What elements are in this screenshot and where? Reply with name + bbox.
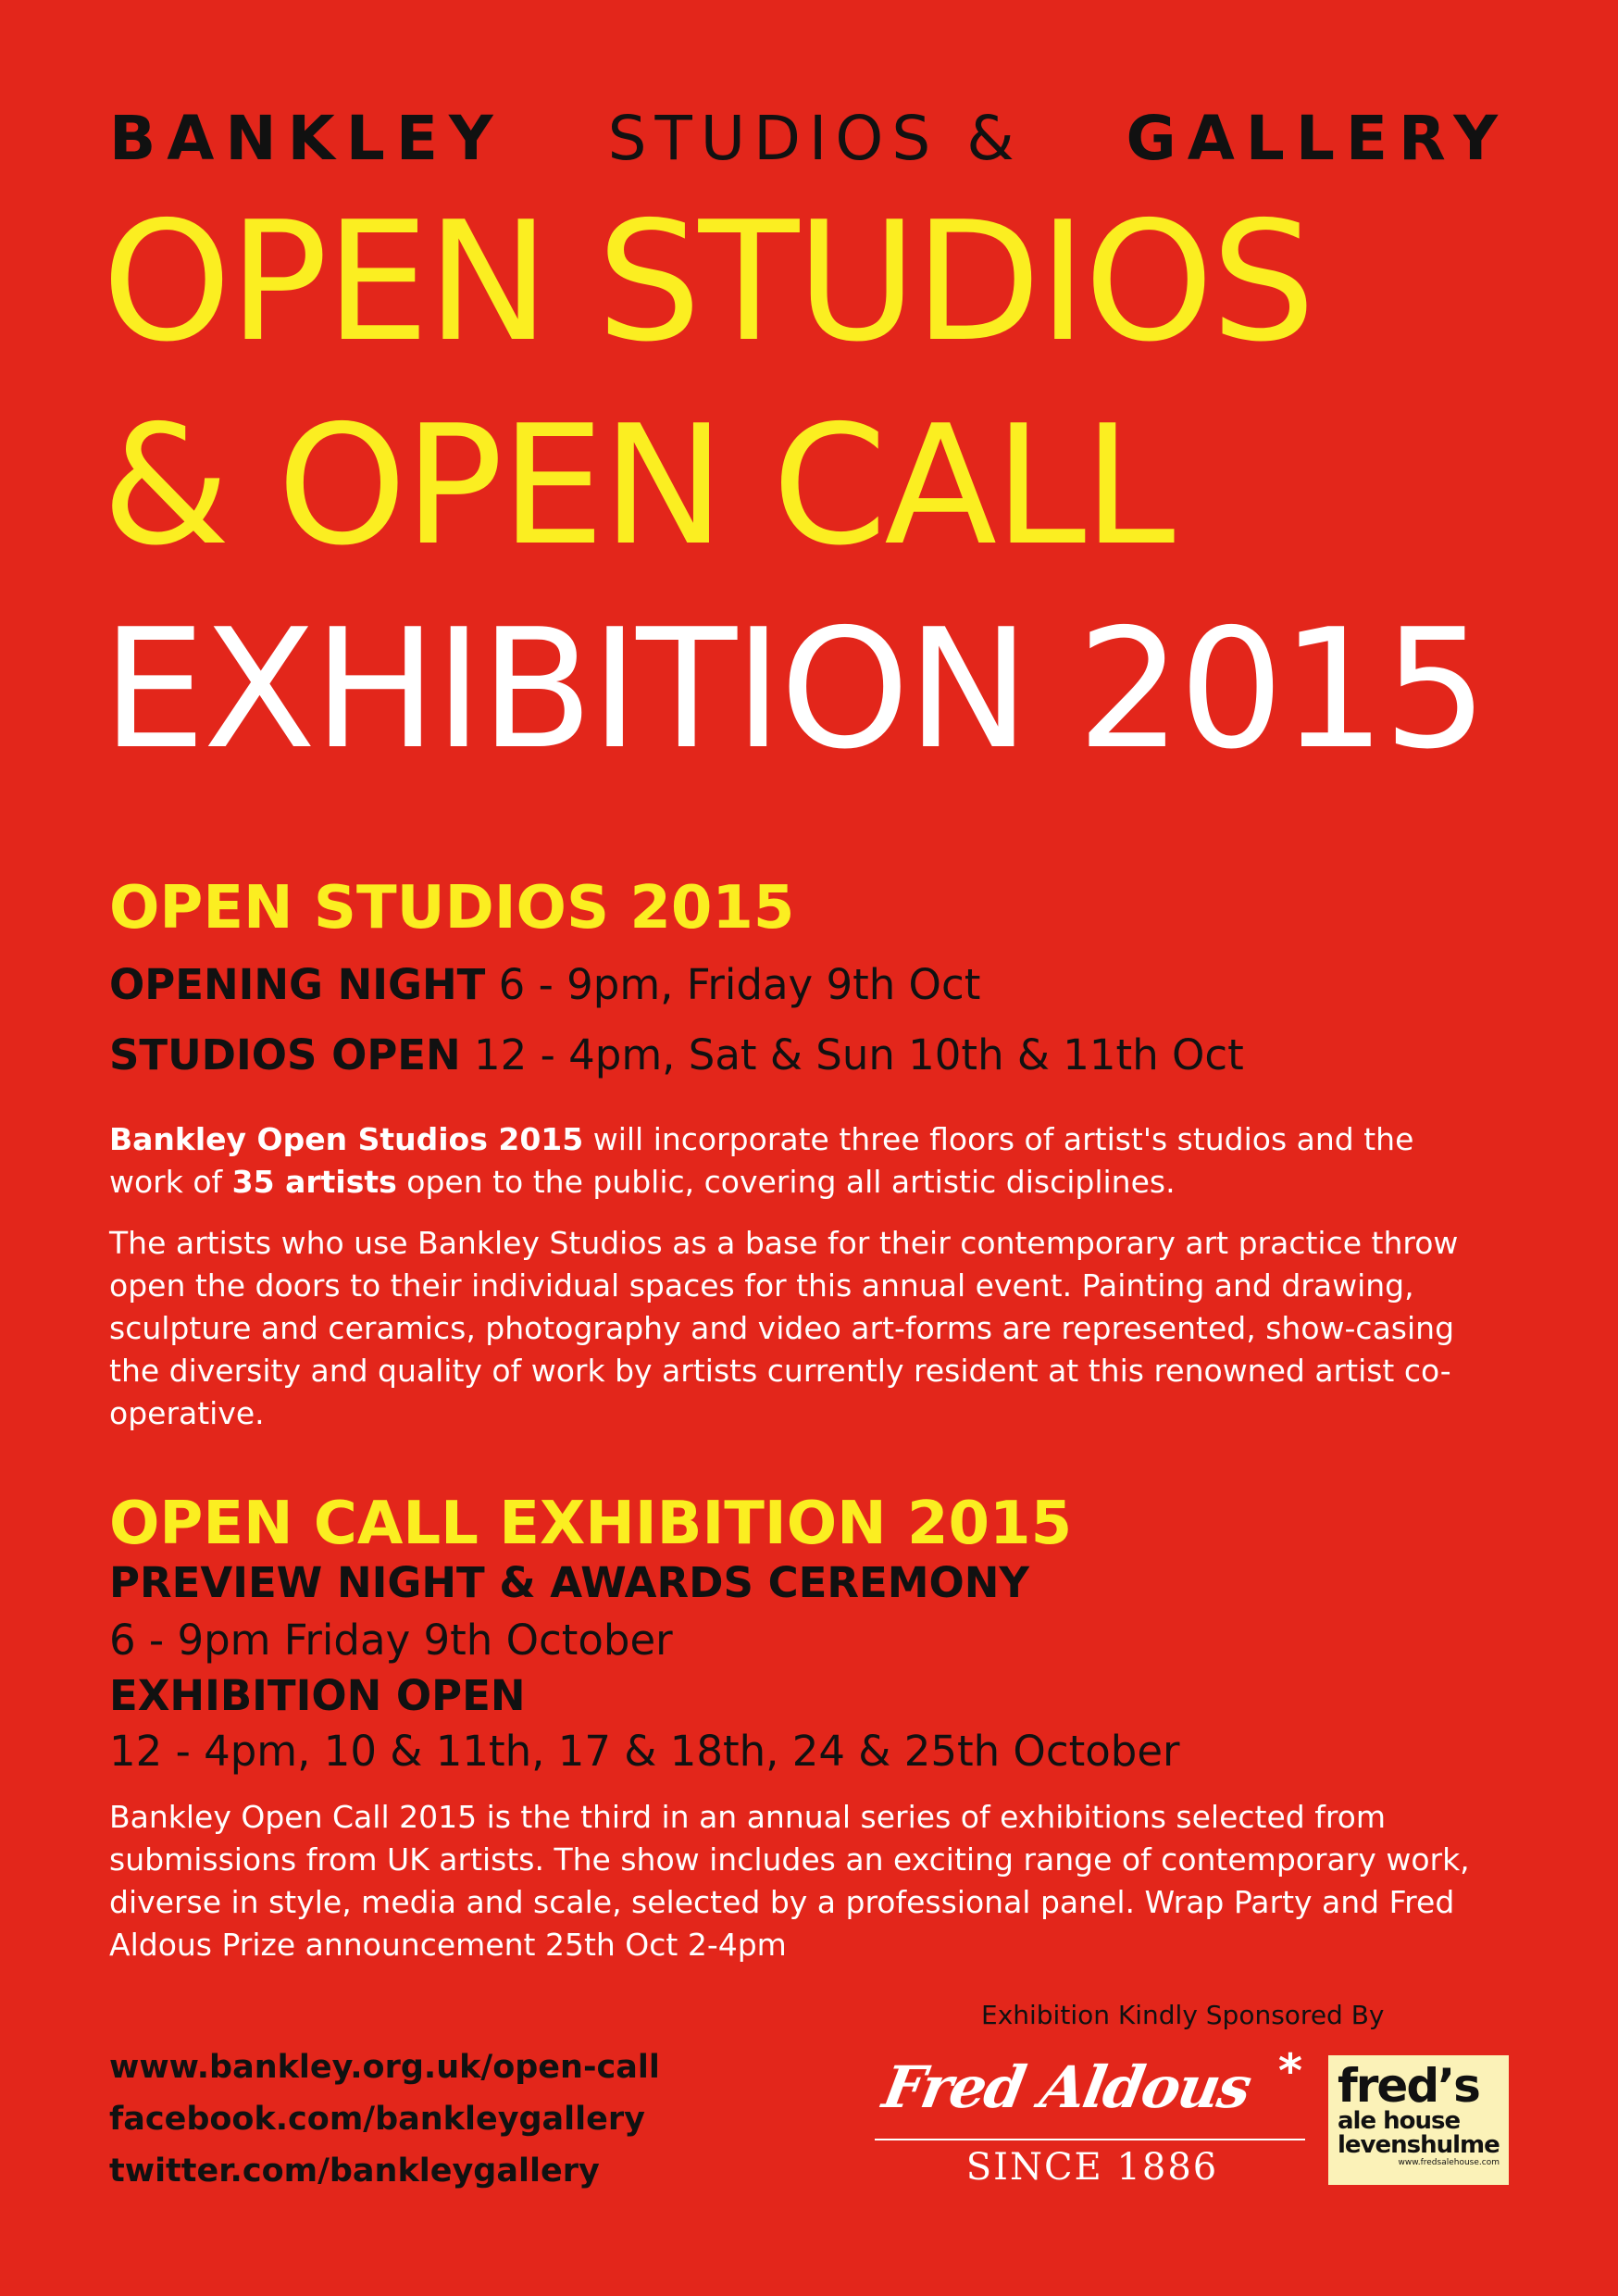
open-call-title: OPEN CALL EXHIBITION 2015: [109, 1490, 1073, 1558]
hero-line-3: EXHIBITION 2015: [102, 593, 1486, 785]
exhibition-open-time: 12 - 4pm, 10 & 11th, 17 & 18th, 24 & 25th October: [109, 1727, 1180, 1776]
intro-bold-2: 35 artists: [231, 1164, 397, 1200]
fred-aldous-star: *: [1277, 2044, 1302, 2098]
sponsor-label: Exhibition Kindly Sponsored By: [981, 2000, 1385, 2030]
intro-bold-1: Bankley Open Studios 2015: [109, 1121, 584, 1157]
exhibition-open-label: EXHIBITION OPEN: [109, 1671, 526, 1720]
preview-night-time: 6 - 9pm Friday 9th October: [109, 1616, 673, 1665]
contact-links: [109, 2041, 660, 2197]
fred-aldous-name: Fred Aldous: [877, 2053, 1255, 2121]
brand-bankley: BANKLEY: [109, 103, 504, 174]
open-call-description: Bankley Open Call 2015 is the third in an annual series of exhibitions selected from submissions from UK artists. The show includes an exciting range of contemporary work, diverse in style, media and scale, selected by a professional panel. Wrap Party and Fred Aldous Prize announcement 25th Oct 2-4pm: [109, 1799, 1470, 1963]
brand-gallery: GALLERY: [1126, 103, 1509, 174]
website-link[interactable]: www.bankley.org.uk/open-call: [109, 2049, 660, 2086]
intro-text-1: will incorporate three floors of artist's studios and the work of: [109, 1121, 1414, 1200]
freds-line-2: ale house: [1338, 2107, 1461, 2135]
fred-aldous-since: SINCE 1886: [965, 2146, 1219, 2189]
freds-ale-house-logo: [1328, 2055, 1509, 2185]
studios-open-label: STUDIOS OPEN: [109, 1030, 461, 1079]
preview-night-label: PREVIEW NIGHT & AWARDS CEREMONY: [109, 1558, 1030, 1607]
open-studios-title: OPEN STUDIOS 2015: [109, 874, 795, 942]
freds-line-3: levenshulme: [1338, 2131, 1500, 2159]
fred-aldous-logo: [875, 2044, 1310, 2192]
opening-night-label: OPENING NIGHT: [109, 960, 486, 1009]
hero-line-2: & OPEN CALL: [102, 390, 1173, 581]
freds-url: www.fredsalehouse.com: [1398, 2158, 1500, 2167]
brand-studios: STUDIOS &: [607, 103, 1023, 174]
open-studios-intro: [109, 1118, 1479, 1204]
brand-header: [109, 102, 1509, 176]
opening-night-time: 6 - 9pm, Friday 9th Oct: [485, 960, 981, 1009]
intro-text-2: open to the public, covering all artistic disciplines.: [396, 1164, 1176, 1200]
studios-open-time: 12 - 4pm, Sat & Sun 10th & 11th Oct: [460, 1030, 1244, 1079]
opening-night-line: [109, 959, 980, 1011]
open-studios-description: The artists who use Bankley Studios as a base for their contemporary art practice throw open the doors to their individual spaces for this annual event. Painting and drawing, sculpture and ceramics, photography and video art-forms are represented, show-casing the diversity and quality of work by artists currently resident at this renowned artist co-operative.: [109, 1225, 1459, 1431]
facebook-link[interactable]: facebook.com/bankleygallery: [109, 2101, 645, 2138]
twitter-link[interactable]: twitter.com/bankleygallery: [109, 2152, 600, 2190]
freds-line-1: fred’s: [1338, 2059, 1479, 2113]
fred-aldous-rule: [875, 2139, 1305, 2140]
hero-line-1: OPEN STUDIOS: [102, 186, 1313, 378]
studios-open-line: [109, 1029, 1244, 1081]
